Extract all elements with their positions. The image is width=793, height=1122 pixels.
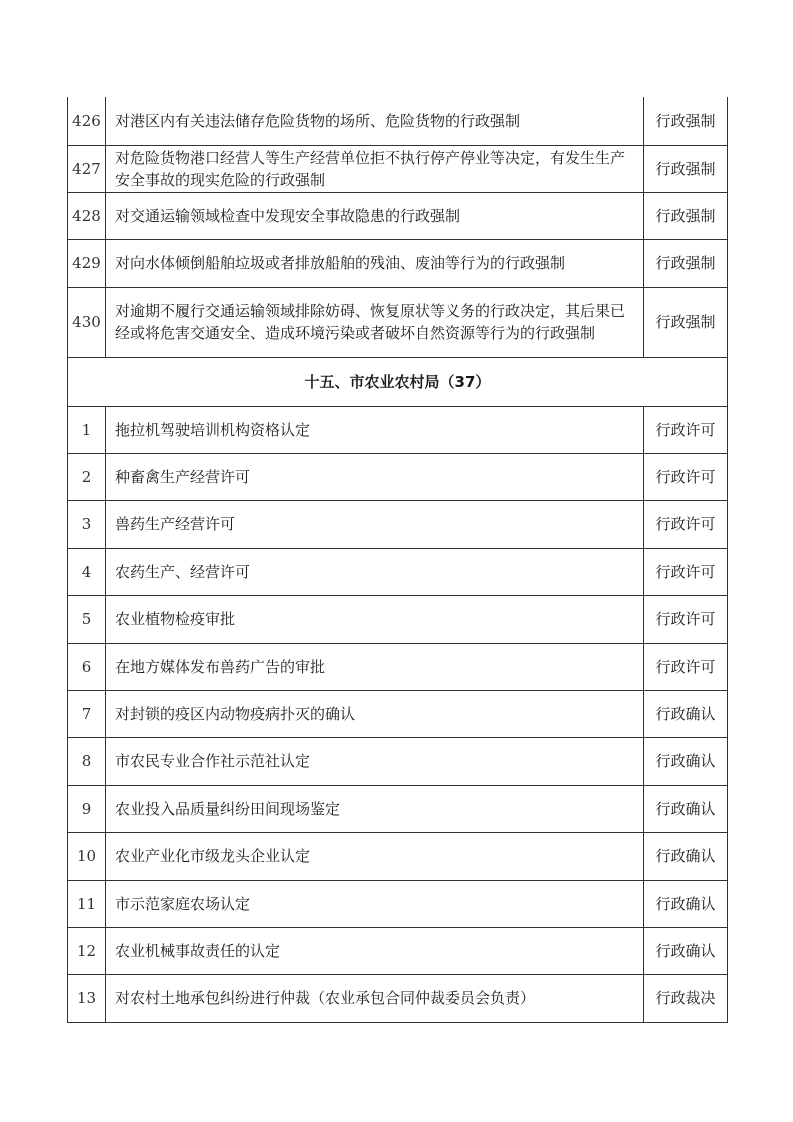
row-item-name: 市示范家庭农场认定 — [106, 880, 644, 927]
row-number: 428 — [68, 192, 106, 239]
row-item-type: 行政强制 — [644, 287, 728, 357]
row-number: 2 — [68, 453, 106, 500]
table-row — [68, 500, 728, 548]
table-row — [68, 927, 728, 974]
row-number: 9 — [68, 785, 106, 832]
row-item-type: 行政裁决 — [644, 974, 728, 1022]
row-number: 8 — [68, 737, 106, 785]
row-number: 430 — [68, 287, 106, 357]
row-item-type: 行政确认 — [644, 880, 728, 927]
table-row — [68, 239, 728, 287]
row-item-type: 行政强制 — [644, 192, 728, 239]
row-number: 427 — [68, 145, 106, 192]
row-item-type: 行政许可 — [644, 595, 728, 643]
row-item-name: 对危险货物港口经营人等生产经营单位拒不执行停产停业等决定，有发生生产安全事故的现实危险的行政强制 — [106, 145, 644, 192]
row-number: 429 — [68, 239, 106, 287]
row-item-name: 对逾期不履行交通运输领域排除妨碍、恢复原状等义务的行政决定，其后果已经或将危害交通安全、造成环境污染或者破坏自然资源等行为的行政强制 — [106, 287, 644, 357]
table-row — [68, 832, 728, 880]
section-header-row — [68, 357, 728, 406]
row-item-name: 对港区内有关违法储存危险货物的场所、危险货物的行政强制 — [106, 97, 644, 145]
table-row — [68, 406, 728, 453]
table-row — [68, 192, 728, 239]
row-item-name: 对农村土地承包纠纷进行仲裁（农业承包合同仲裁委员会负责） — [106, 974, 644, 1022]
row-item-type: 行政许可 — [644, 406, 728, 453]
table-row — [68, 145, 728, 192]
row-number: 6 — [68, 643, 106, 690]
item-table — [67, 97, 728, 1023]
row-item-name: 农药生产、经营许可 — [106, 548, 644, 595]
row-number: 5 — [68, 595, 106, 643]
row-number: 12 — [68, 927, 106, 974]
row-item-name: 市农民专业合作社示范社认定 — [106, 737, 644, 785]
section-title: 十五、市农业农村局（37） — [68, 357, 728, 406]
row-item-type: 行政确认 — [644, 785, 728, 832]
row-item-name: 对向水体倾倒船舶垃圾或者排放船舶的残油、废油等行为的行政强制 — [106, 239, 644, 287]
table-row — [68, 974, 728, 1022]
row-number: 11 — [68, 880, 106, 927]
row-item-type: 行政许可 — [644, 453, 728, 500]
row-item-type: 行政强制 — [644, 145, 728, 192]
row-item-name: 兽药生产经营许可 — [106, 500, 644, 548]
row-item-name: 农业机械事故责任的认定 — [106, 927, 644, 974]
row-number: 426 — [68, 97, 106, 145]
row-item-name: 农业植物检疫审批 — [106, 595, 644, 643]
row-item-type: 行政许可 — [644, 643, 728, 690]
row-number: 7 — [68, 690, 106, 737]
row-item-type: 行政强制 — [644, 239, 728, 287]
table-row — [68, 548, 728, 595]
row-item-type: 行政确认 — [644, 737, 728, 785]
row-item-type: 行政许可 — [644, 548, 728, 595]
row-number: 10 — [68, 832, 106, 880]
row-number: 4 — [68, 548, 106, 595]
table-row — [68, 737, 728, 785]
table-row — [68, 880, 728, 927]
row-item-type: 行政确认 — [644, 832, 728, 880]
table-row — [68, 690, 728, 737]
row-item-name: 拖拉机驾驶培训机构资格认定 — [106, 406, 644, 453]
table-row — [68, 453, 728, 500]
table-row — [68, 287, 728, 357]
table-row — [68, 595, 728, 643]
table-row — [68, 785, 728, 832]
row-number: 1 — [68, 406, 106, 453]
row-number: 3 — [68, 500, 106, 548]
row-item-type: 行政确认 — [644, 690, 728, 737]
row-item-name: 对封锁的疫区内动物疫病扑灭的确认 — [106, 690, 644, 737]
row-item-name: 对交通运输领域检查中发现安全事故隐患的行政强制 — [106, 192, 644, 239]
row-item-type: 行政确认 — [644, 927, 728, 974]
row-item-type: 行政强制 — [644, 97, 728, 145]
row-number: 13 — [68, 974, 106, 1022]
table-row — [68, 643, 728, 690]
table-row — [68, 97, 728, 145]
row-item-name: 农业投入品质量纠纷田间现场鉴定 — [106, 785, 644, 832]
row-item-name: 在地方媒体发布兽药广告的审批 — [106, 643, 644, 690]
row-item-name: 农业产业化市级龙头企业认定 — [106, 832, 644, 880]
row-item-name: 种畜禽生产经营许可 — [106, 453, 644, 500]
row-item-type: 行政许可 — [644, 500, 728, 548]
